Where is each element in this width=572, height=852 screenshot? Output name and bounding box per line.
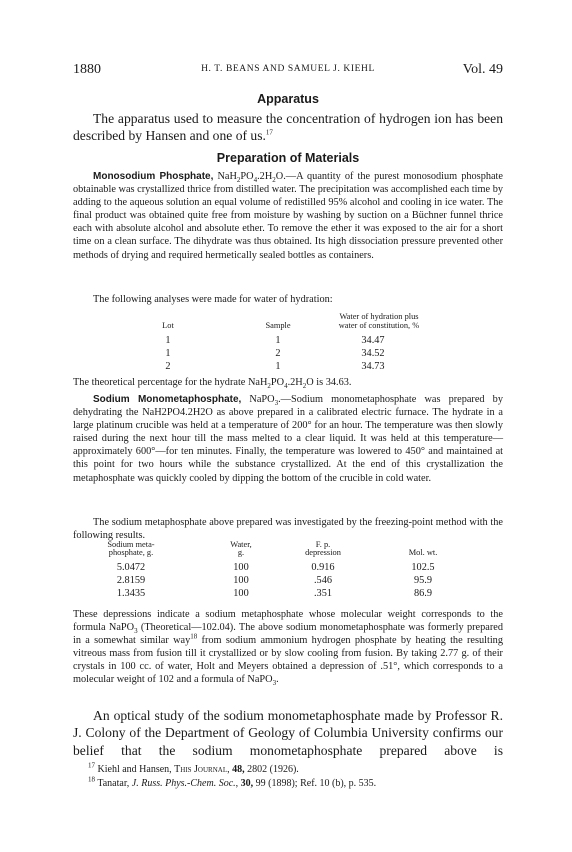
col-molwt: Mol. wt. — [408, 548, 438, 557]
col-sample: Sample — [265, 321, 291, 330]
cell: 1 — [165, 335, 171, 346]
col-water-1: Water of hydration plus — [339, 312, 419, 321]
apparatus-heading: Apparatus — [257, 92, 319, 106]
footnote-18: $^{18}$ Tanatar, J. Russ. Phys.-Chem. Soc., 30, 99 (1898); Ref. 10 (b), p. 535. — [88, 775, 377, 789]
running-header — [73, 62, 503, 82]
footnote-ref-17: 17 — [265, 128, 273, 137]
cell: 100 — [233, 575, 249, 586]
metaphosphate-title: Sodium Monometaphosphate, — [93, 394, 242, 405]
cell: 86.9 — [413, 588, 433, 599]
page-number: 1880 — [73, 62, 101, 77]
cell: 1.3435 — [116, 588, 146, 599]
freezing-point-table — [73, 540, 503, 602]
metaphosphate-paragraph — [73, 393, 503, 485]
cell: 1 — [275, 361, 281, 372]
footnote-17: $^{17}$ Kiehl and Hansen, This Journal, 48, 2802 (1926). — [88, 761, 299, 775]
hydration-table — [73, 310, 503, 372]
apparatus-paragraph — [73, 110, 503, 145]
analysis-intro: The following analyses were made for water of hydration: — [93, 294, 333, 305]
cell: 102.5 — [411, 562, 435, 573]
cell: 1 — [165, 348, 171, 359]
investigation-text: The sodium metaphosphate above prepared was investigated by the freezing-point method with the following results. — [73, 517, 503, 542]
col-sample-1: Sodium meta- — [107, 540, 155, 549]
col-lot: Lot — [162, 321, 174, 330]
monosodium-paragraph — [73, 170, 503, 262]
preparation-heading: Preparation of Materials — [216, 151, 360, 165]
cell: 2 — [165, 361, 171, 372]
cell: 2.8159 — [116, 575, 146, 586]
theoretical-percentage: The theoretical percentage for the hydrate $NaH_2PO_4.2H_2O$ is 34.63. — [73, 377, 352, 391]
cell: 5.0472 — [116, 562, 146, 573]
cell: 95.9 — [413, 575, 433, 586]
monosodium-title: Monosodium Phosphate, — [93, 171, 214, 182]
cell: 2 — [275, 348, 281, 359]
optical-study-paragraph: An optical study of the sodium monometaphosphate made by Professor R. J. Colony of the Department of Geology of Columbia University confirms our belief that the sodium monometaphosphate prepared above is — [73, 708, 503, 758]
col-water-2: g. — [237, 548, 245, 557]
cell: 34.52 — [361, 348, 385, 359]
monosodium-text: —A quantity of the purest monosodium phosphate obtainable was crystallized thrice from distilled water. The precipitation was accomplished each time by adding to the aqueous solution an equal volume of redistilled 95% alcohol and cooling in ice water. The final product was obtained quite free from moisture by washing by suction on a Büchner funnel thrice each with absolute alcohol and absolute ether. To remove the ether it was exposed to the air for a short time on a clean surface. The dihydrate was thus obtained. Its high dissociation pressure prevented other methods of drying and required hermetically sealed bottles as containers. — [73, 171, 503, 261]
cell: .546 — [313, 575, 333, 586]
cell: 100 — [233, 562, 249, 573]
volume-label: Vol. 49 — [462, 62, 503, 77]
col-fp-2: depression — [305, 548, 341, 557]
cell: 0.916 — [311, 562, 335, 573]
depressions-paragraph: These depressions indicate a sodium metaphosphate whose molecular weight corresponds to the formula NaPO$_3$ (Theoretical—102.04). The above sodium monometaphosphate was formerly prepared in a somewhat similar way$^{18}$ from sodium ammonium hydrogen phosphate by heating the resulting vitreous mass from fusion till it crystallized or by slow cooling from fusion. By taking 2.77 g. of their crystals in 100 cc. of water, Holt and Meyers obtained a depression of .51°, which corresponds to a molecular weight of 102 and a formula of NaPO$_3$. — [73, 609, 503, 688]
apparatus-text: The apparatus used to measure the concentration of hydrogen ion has been described by Hansen and one of us. — [73, 111, 503, 144]
metaphosphate-formula: NaPO$_3$. — [249, 394, 281, 408]
col-sample-2: phosphate, g. — [108, 548, 154, 557]
metaphosphate-text: —Sodium monometaphosphate was prepared by dehydrating the NaH2PO4.2H2O as above prepared in a calibrated electric furnace. The hydrate in a large platinum crucible was held at a temperature of 200° for an hour. The temperature was then slowly raised during the next hour till the mass melted to a clear liquid. It was held at this temperature—approximately 600°—for ten minutes. Finally, the temperature was lowered to 450° and maintained at this point for two hours while the substance crystallized. At the end of this crystallization the metaphosphate was quickly cooled by dipping the bottom of the crucible in cold water. — [73, 394, 503, 484]
running-title: H. T. BEANS AND SAMUEL J. KIEHL — [201, 64, 375, 74]
col-water-1: Water, — [230, 540, 252, 549]
monosodium-formula: $NaH_2PO_4.2H_2O$. — [217, 171, 286, 185]
cell: 34.47 — [361, 335, 385, 346]
col-water-2: water of constitution, % — [338, 321, 420, 330]
cell: 1 — [275, 335, 281, 346]
col-fp-1: F. p. — [315, 540, 331, 549]
cell: 34.73 — [361, 361, 385, 372]
cell: 100 — [233, 588, 249, 599]
cell: .351 — [313, 588, 333, 599]
